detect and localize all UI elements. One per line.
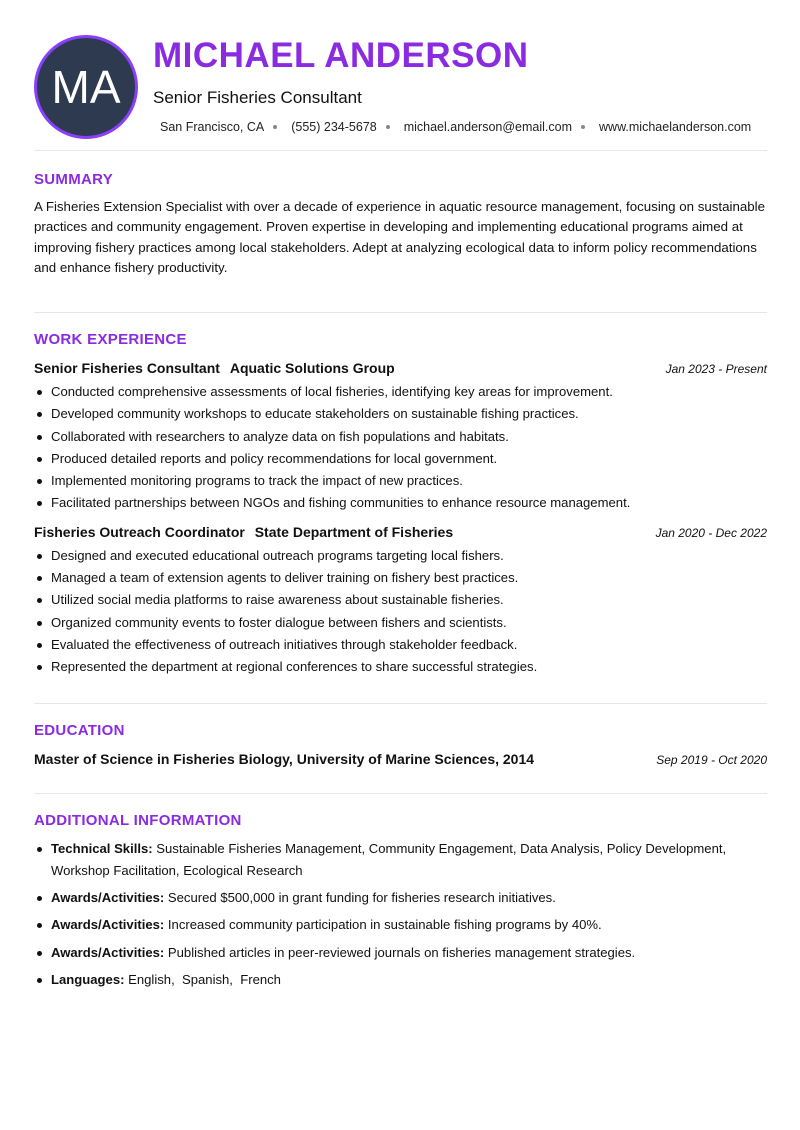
job-header xyxy=(34,360,767,376)
contact-phone: (555) 234-5678 xyxy=(291,120,377,134)
item-label: Awards/Activities: xyxy=(51,917,165,933)
item-text: Published articles in peer-reviewed journals on fisheries management strategies. xyxy=(167,944,636,960)
list-item: Designed and executed educational outreach programs targeting local fishers. xyxy=(34,545,767,567)
list-item: Implemented monitoring programs to track the impact of new practices. xyxy=(34,470,767,492)
list-item: Facilitated partnerships between NGOs and fishing communities to enhance resource management. xyxy=(34,492,767,514)
job-company: State Department of Fisheries xyxy=(254,523,454,540)
candidate-name: MICHAEL ANDERSON xyxy=(153,36,529,75)
list-item: Utilized social media platforms to raise awareness about sustainable fisheries. xyxy=(34,589,767,611)
job-dates: Jan 2023 - Present xyxy=(665,362,767,376)
section-heading-work-experience: WORK EXPERIENCE xyxy=(34,331,187,348)
work-experience-section xyxy=(34,313,767,679)
list-item xyxy=(34,914,767,936)
avatar xyxy=(34,35,138,139)
bullet-separator-icon xyxy=(386,125,390,129)
job-entry xyxy=(34,524,767,679)
list-item: Collaborated with researchers to analyze data on fish populations and habitats. xyxy=(34,426,767,448)
list-item: Developed community workshops to educate stakeholders on sustainable fishing practices. xyxy=(34,403,767,425)
section-heading-additional-info: ADDITIONAL INFORMATION xyxy=(34,811,242,829)
job-role: Senior Fisheries Consultant xyxy=(34,360,220,376)
job-company: Aquatic Solutions Group xyxy=(229,360,395,376)
item-label: Technical Skills: xyxy=(51,840,153,856)
resume-page xyxy=(34,0,767,996)
education-dates: Sep 2019 - Oct 2020 xyxy=(656,752,767,767)
resume-header xyxy=(34,0,767,150)
job-bullets xyxy=(34,545,767,679)
list-item: Represented the department at regional conferences to share successful strategies. xyxy=(34,656,767,678)
item-text: Secured $500,000 in grant funding for fisheries research initiatives. xyxy=(167,890,556,906)
list-item: Organized community events to foster dialogue between fishers and scientists. xyxy=(34,612,767,634)
job-role: Fisheries Outreach Coordinator xyxy=(34,523,245,540)
item-text: English, Spanish, French xyxy=(128,972,281,988)
list-item: Conducted comprehensive assessments of local fisheries, identifying key areas for improvement. xyxy=(34,381,767,403)
item-text: Increased community participation in sustainable fishing programs by 40%. xyxy=(167,917,602,933)
contact-line xyxy=(160,120,751,134)
additional-info-section xyxy=(34,794,767,992)
item-label: Languages: xyxy=(51,972,125,988)
contact-website[interactable]: www.michaelanderson.com xyxy=(599,120,752,134)
job-header xyxy=(34,524,767,540)
additional-info-list xyxy=(34,838,767,992)
summary-section xyxy=(34,151,767,291)
avatar-initials: MA xyxy=(51,61,121,113)
education-section xyxy=(34,704,767,767)
item-label: Awards/Activities: xyxy=(51,890,165,906)
list-item: Managed a team of extension agents to deliver training on fishery best practices. xyxy=(34,567,767,589)
contact-email[interactable]: michael.anderson@email.com xyxy=(403,120,573,134)
education-entry xyxy=(34,751,767,767)
list-item: Evaluated the effectiveness of outreach initiatives through stakeholder feedback. xyxy=(34,634,767,656)
contact-location: San Francisco, CA xyxy=(160,120,265,134)
list-item xyxy=(34,969,767,991)
summary-text: A Fisheries Extension Specialist with over a decade of experience in aquatic resource management, focusing on sustainable practices and community engagement. Proven expertise in developing and implementing educational programs aimed at improving fishery practices among local stakeholders. Adept at analyzing ecological data to inform policy recommendations and enhance fishery productivity. xyxy=(34,199,766,275)
list-item: Produced detailed reports and policy recommendations for local government. xyxy=(34,448,767,470)
bullet-separator-icon xyxy=(273,125,277,129)
list-item xyxy=(34,838,767,883)
list-item xyxy=(34,942,767,964)
education-degree: Master of Science in Fisheries Biology, University of Marine Sciences, 2014 xyxy=(34,750,535,767)
bullet-separator-icon xyxy=(581,125,585,129)
job-entry xyxy=(34,360,767,515)
list-item xyxy=(34,887,767,909)
candidate-title: Senior Fisheries Consultant xyxy=(153,88,362,107)
job-bullets xyxy=(34,381,767,515)
item-label: Awards/Activities: xyxy=(51,944,165,960)
section-heading-summary: SUMMARY xyxy=(34,171,114,188)
job-dates: Jan 2020 - Dec 2022 xyxy=(655,525,767,540)
section-heading-education: EDUCATION xyxy=(34,721,125,739)
item-text: Sustainable Fisheries Management, Community Engagement, Data Analysis, Policy Development, Workshop Facilitation, Ecological Research xyxy=(51,840,727,878)
